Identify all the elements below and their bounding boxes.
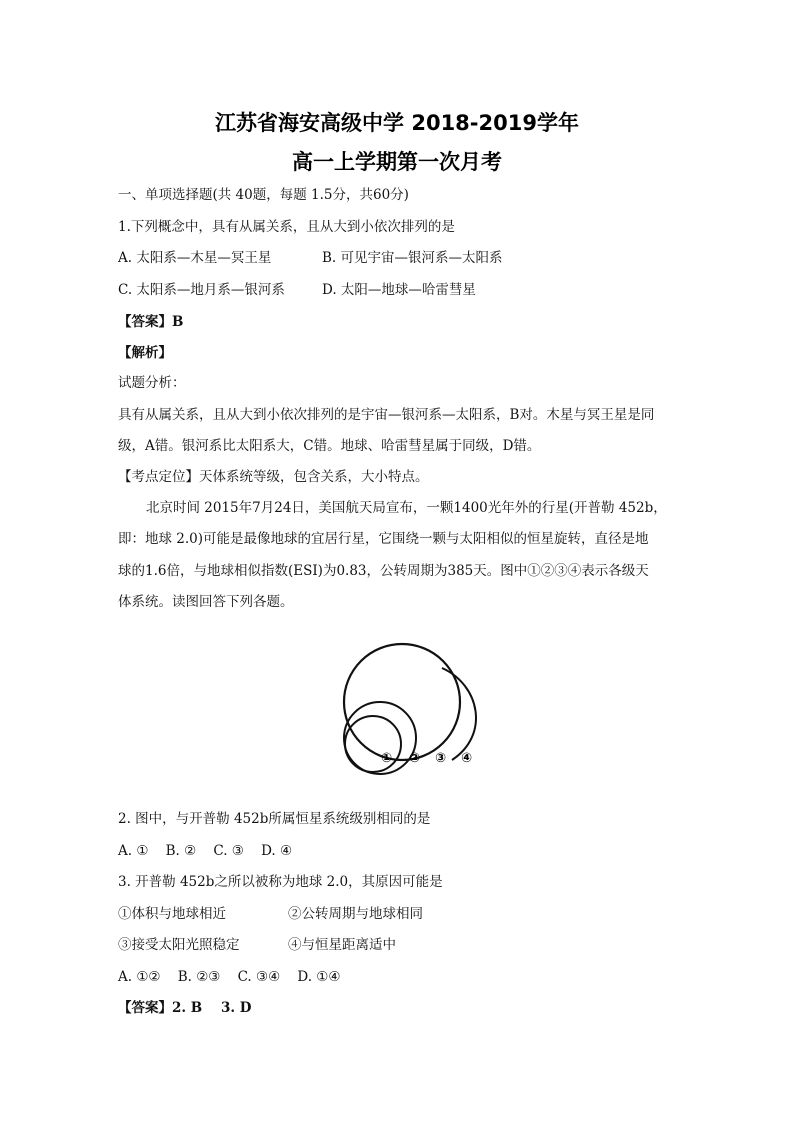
section-heading: 一、单项选择题(共 40题，每题 1.5分，共60分) [118, 187, 409, 203]
q2-stem: 2. 图中，与开普勒 452b所属恒星系统级别相同的是 [118, 811, 431, 827]
q2-options: A. ① B. ② C. ③ D. ④ [118, 843, 293, 859]
passage-line2: 即：地球 2.0)可能是最像地球的宜居行星，它围绕一颗与太阳相似的恒星旋转，直径是地 [118, 531, 649, 547]
answer-q2-q3: 【答案】2. B 3. D [118, 1000, 252, 1016]
q1-option-d: D. 太阳—地球—哈雷彗星 [322, 282, 476, 298]
q3-options: A. ①② B. ②③ C. ③④ D. ①④ [118, 969, 341, 985]
q3-item-1: ①体积与地球相近 [118, 906, 226, 922]
celestial-systems-diagram [330, 640, 490, 780]
q1-analysis-line1: 具有从属关系，且从大到小依次排列的是宇宙—银河系—太阳系，B对。木星与冥王星是同 [118, 407, 655, 423]
passage-line1: 北京时间 2015年7月24日，美国航天局宣布，一颗1400光年外的行星(开普勒 452b， [146, 500, 667, 516]
label-3: ③ [435, 751, 447, 766]
q1-answer: 【答案】B [118, 314, 184, 330]
doc-title-line1: 江苏省海安高级中学 2018-2019学年 [215, 111, 579, 135]
circle-outer [344, 644, 460, 760]
q1-analysis-tag: 【解析】 [118, 345, 172, 361]
q3-item-2: ②公转周期与地球相同 [288, 906, 423, 922]
label-4: ④ [461, 751, 473, 766]
label-2: ② [409, 751, 421, 766]
q3-stem: 3. 开普勒 452b之所以被称为地球 2.0，其原因可能是 [118, 874, 443, 890]
circle-inner [345, 716, 401, 772]
q1-kaodian: 【考点定位】天体系统等级，包含关系，大小特点。 [118, 469, 429, 485]
passage-line4: 体系统。读图回答下列各题。 [118, 594, 294, 610]
q1-option-a: A. 太阳系—木星—冥王星 [118, 250, 272, 266]
q1-analysis-label: 试题分析： [118, 375, 186, 391]
label-1: ① [381, 751, 393, 766]
q3-item-4: ④与恒星距离适中 [288, 937, 396, 953]
passage-line3: 球的1.6倍，与地球相似指数(ESI)为0.83，公转周期为385天。图中①②③④表示各级天 [118, 563, 649, 579]
q1-analysis-line2: 级，A错。银河系比太阳系大，C错。地球、哈雷彗星属于同级，D错。 [118, 438, 541, 454]
q1-stem: 1.下列概念中，具有从属关系，且从大到小依次排列的是 [118, 219, 455, 235]
q1-option-c: C. 太阳系—地月系—银河系 [118, 282, 285, 298]
q3-item-3: ③接受太阳光照稳定 [118, 937, 240, 953]
doc-title-line2: 高一上学期第一次月考 [292, 150, 502, 174]
q1-option-b: B. 可见宇宙—银河系—太阳系 [322, 250, 503, 266]
circle-middle [344, 702, 416, 774]
